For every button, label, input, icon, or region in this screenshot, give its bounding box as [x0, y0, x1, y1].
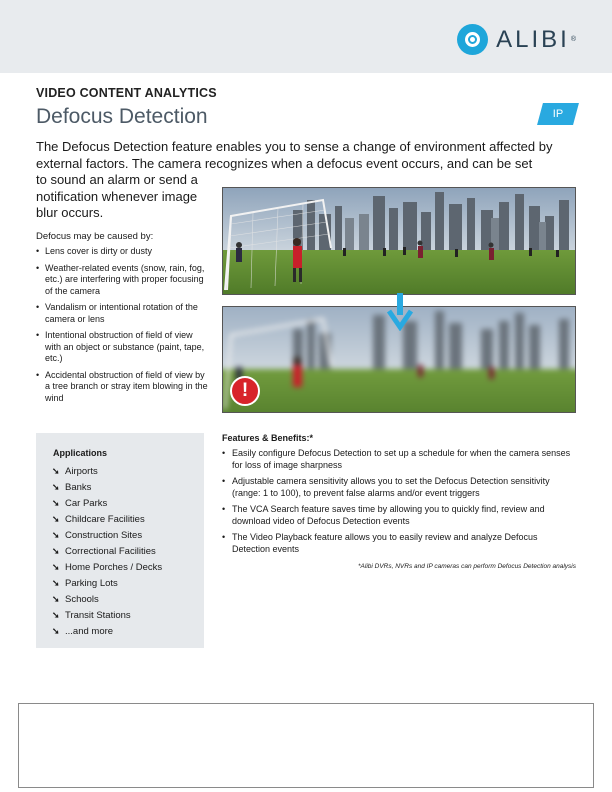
- feature-item: • Easily configure Defocus Detection to set up a schedule for when the camera senses for loss of image sharpness: [222, 448, 578, 471]
- application-label: Schools: [65, 593, 99, 605]
- causes-label: Defocus may be caused by:: [36, 231, 154, 242]
- features-list: [222, 448, 578, 560]
- features-title: Features & Benefits:*: [222, 433, 314, 443]
- application-label: Airports: [65, 465, 98, 477]
- feature-item: • Adjustable camera sensitivity allows you to set the Defocus Detection sensitivity (range: 1 to 100), to prevent false alarms and/or event triggers: [222, 476, 578, 499]
- application-label: Parking Lots: [65, 577, 118, 589]
- cause-item: • Accidental obstruction of field of view by a tree branch or stray item blowing in the wind: [36, 370, 208, 405]
- arrow-icon: ➘: [52, 513, 60, 524]
- alert-icon: !: [230, 376, 260, 406]
- arrow-icon: ➘: [52, 609, 60, 620]
- application-item: [52, 495, 162, 511]
- application-item: [52, 575, 162, 591]
- cause-item: • Vandalism or intentional rotation of the camera or lens: [36, 302, 208, 325]
- arrow-icon: ➘: [52, 465, 60, 476]
- ip-badge-label: IP: [552, 108, 564, 120]
- application-item: [52, 559, 162, 575]
- cause-item: • Weather-related events (snow, rain, fog, etc.) are interfering with proper focusing of the camera: [36, 263, 208, 298]
- application-item: [52, 527, 162, 543]
- alibi-logo-icon: [457, 24, 488, 55]
- application-label: Construction Sites: [65, 529, 143, 541]
- ip-badge: [537, 103, 579, 125]
- page-title: Defocus Detection: [36, 105, 208, 128]
- arrow-icon: ➘: [52, 529, 60, 540]
- logo-trademark: ®: [570, 36, 576, 43]
- sharp-soccer-field-image: [222, 187, 576, 295]
- application-label: Car Parks: [65, 497, 108, 509]
- application-item: [52, 623, 162, 639]
- applications-title: Applications: [53, 448, 108, 458]
- arrow-icon: ➘: [52, 497, 60, 508]
- application-label: Correctional Facilities: [65, 545, 156, 557]
- applications-list: [52, 463, 162, 639]
- application-label: ...and more: [65, 625, 114, 637]
- feature-item: • The Video Playback feature allows you to easily review and analyze Defocus Detection events: [222, 532, 578, 555]
- arrow-icon: ➘: [52, 545, 60, 556]
- down-arrow-icon: [387, 293, 413, 331]
- application-item: [52, 463, 162, 479]
- application-label: Childcare Facilities: [65, 513, 145, 525]
- cause-item: • Lens cover is dirty or dusty: [36, 246, 208, 258]
- application-item: [52, 607, 162, 623]
- arrow-icon: ➘: [52, 593, 60, 604]
- application-item: [52, 543, 162, 559]
- cause-item: • Intentional obstruction of field of view with an object or substance (paint, tape, etc.): [36, 330, 208, 365]
- application-label: Banks: [65, 481, 92, 493]
- footer-box: [18, 703, 594, 788]
- arrow-icon: ➘: [52, 625, 60, 636]
- alibi-logo: [457, 24, 576, 55]
- application-label: Transit Stations: [65, 609, 131, 621]
- arrow-icon: ➘: [52, 561, 60, 572]
- arrow-icon: ➘: [52, 481, 60, 492]
- applications-panel: [36, 433, 204, 648]
- section-eyebrow: VIDEO CONTENT ANALYTICS: [36, 86, 217, 100]
- application-label: Home Porches / Decks: [65, 561, 163, 573]
- features-footnote: *Alibi DVRs, NVRs and IP cameras can perform Defocus Detection analysis: [358, 563, 576, 570]
- intro-paragraph-continued: to sound an alarm or send a notification whenever image blur occurs.: [36, 172, 198, 220]
- page-header: [0, 0, 612, 73]
- logo-text: ALIBI: [496, 25, 570, 53]
- intro-paragraph: The Defocus Detection feature enables you to sense a change of environment affected by external factors. The camera recognizes when a defocus event occurs, and can be set: [36, 139, 553, 171]
- application-item: [52, 591, 162, 607]
- feature-item: • The VCA Search feature saves time by allowing you to quickly find, review and download video of Defocus Detection events: [222, 504, 578, 527]
- causes-list: [36, 246, 208, 409]
- arrow-icon: ➘: [52, 577, 60, 588]
- application-item: [52, 479, 162, 495]
- application-item: [52, 511, 162, 527]
